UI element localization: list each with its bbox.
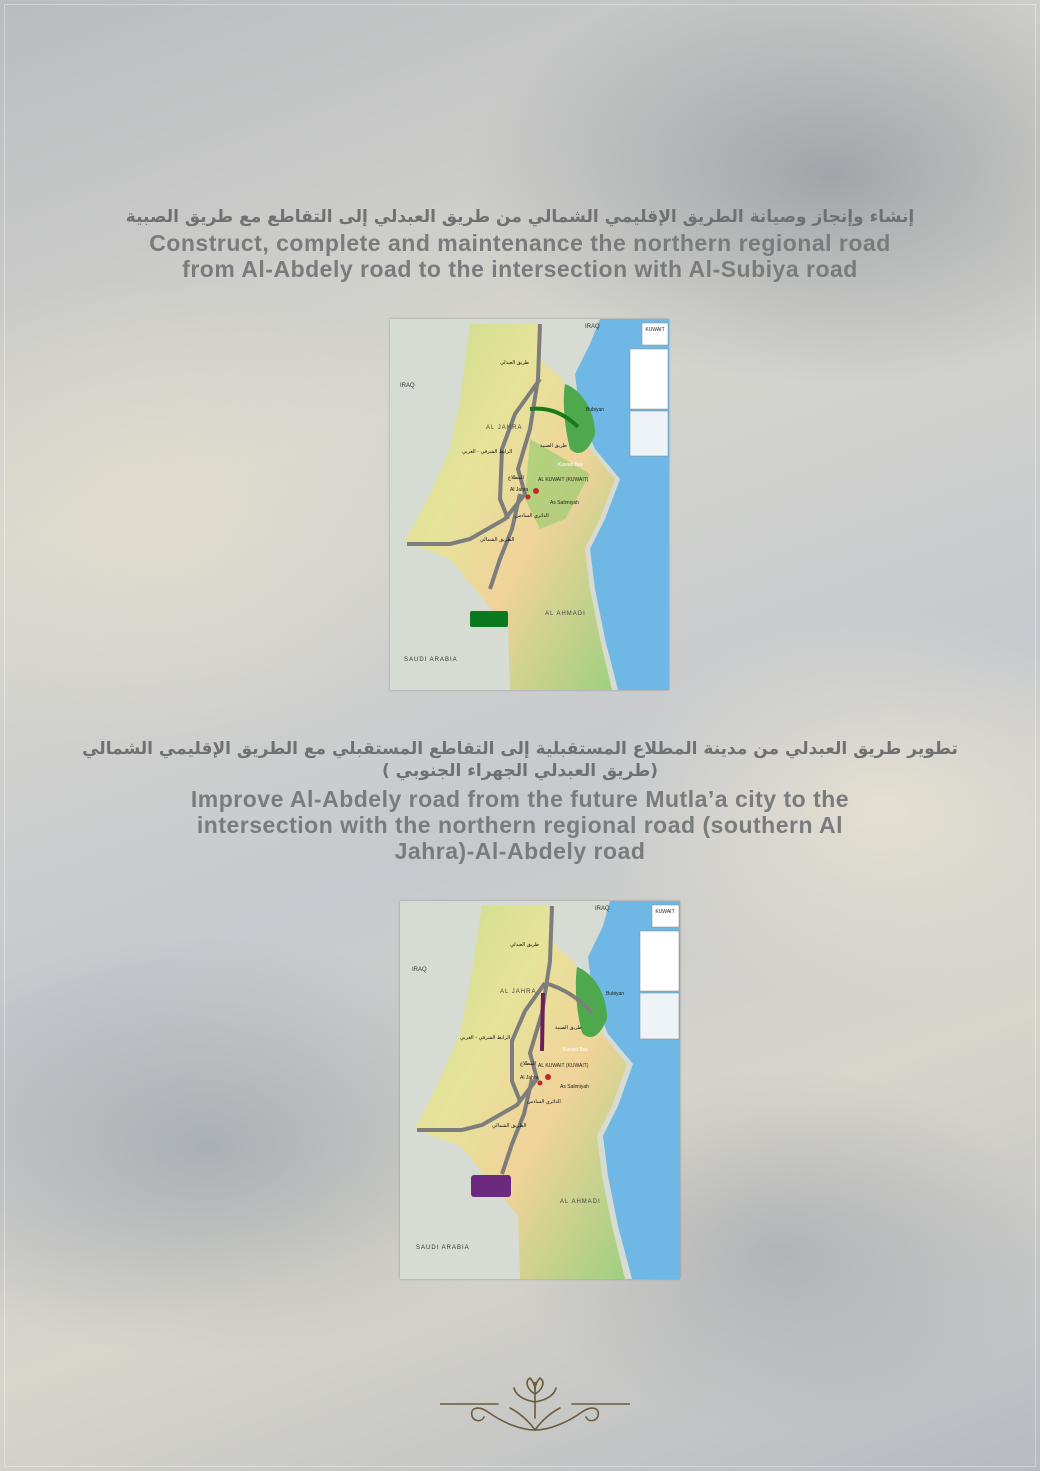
label-road-subiya: طريق الصبية: [540, 443, 567, 449]
label-bubiyan: Bubiyan: [586, 407, 605, 413]
map-northern-regional-road: [390, 319, 669, 690]
label-kuwait-city: AL KUWAIT (KUWAIT): [538, 1063, 589, 1069]
legend-box: [640, 931, 679, 991]
section2-heading: [0, 738, 1040, 864]
label-road-mutla: المطلاع: [508, 475, 524, 481]
inset-title: KUWAIT: [655, 909, 675, 915]
section2-arabic-title-line1: تطوير طريق العبدلي من مدينة المطلاع المستقبلية إلى التقاطع المستقبلي مع الطريق الإقليمي الشمالي: [82, 739, 958, 759]
label-iraq-top: IRAQ: [585, 324, 600, 330]
legend-box: [630, 349, 668, 409]
section1-english-line1: Construct, complete and maintenance the northern regional road: [149, 230, 891, 256]
legend-swatch-purple: [471, 1175, 511, 1197]
label-road-east-west: الرابط الشرقي - الغربي: [460, 1035, 511, 1041]
label-iraq-top: IRAQ: [595, 906, 610, 912]
section2-english-line3: Jahra)-Al-Abdely road: [394, 838, 646, 864]
label-road-abdali: طريق العبدلي: [510, 942, 540, 948]
label-saudi-arabia: SAUDI ARABIA: [404, 657, 458, 663]
highlighted-road-purple: [542, 993, 543, 1051]
inset-map: [630, 411, 668, 456]
label-iraq-west: IRAQ: [412, 967, 427, 973]
label-road-ring: الدائري السادس: [527, 1099, 561, 1105]
section1-heading: [0, 206, 1040, 282]
label-as-salimiyah: As Salimiyah: [560, 1084, 589, 1090]
label-al-jahra-city: Al Jahra: [510, 487, 529, 493]
label-road-southern: الطريق الشمالي: [492, 1123, 527, 1129]
label-al-ahmadi: AL AHMADI: [560, 1199, 601, 1205]
label-al-jahra-region: AL JAHRA: [500, 989, 537, 995]
decorative-ornament-icon: [440, 1372, 630, 1442]
label-kuwait-bay: Kuwait Bay: [558, 462, 584, 468]
label-road-ring: الدائري السادس: [515, 513, 549, 519]
label-bubiyan: Bubiyan: [606, 991, 625, 997]
inset-title: KUWAIT: [645, 327, 665, 333]
label-kuwait-city: AL KUWAIT (KUWAIT): [538, 477, 589, 483]
label-iraq-west: IRAQ: [400, 383, 415, 389]
inset-map: [640, 993, 679, 1039]
label-road-east-west: الرابط الشرقي - الغربي: [462, 449, 513, 455]
section2-arabic-title-line2: (طريق العبدلي الجهراء الجنوبي ): [381, 761, 659, 781]
label-road-mutla: المطلاع: [520, 1061, 536, 1067]
section1-arabic-title: إنشاء وإنجاز وصيانة الطريق الإقليمي الشمالي من طريق العبدلي إلى التقاطع مع طريق الصبية: [125, 207, 915, 227]
label-as-salimiyah: As Salimiyah: [550, 500, 579, 506]
kuwait-city-marker: [545, 1074, 551, 1080]
label-road-abdali: طريق العبدلي: [500, 360, 530, 366]
map-abdely-road: [400, 901, 680, 1279]
section2-english-line1: Improve Al-Abdely road from the future Mutla’a city to the: [190, 786, 850, 812]
section1-english-line2: from Al-Abdely road to the intersection with Al-Subiya road: [182, 256, 858, 282]
label-road-subiya: طريق الصبية: [555, 1025, 582, 1031]
legend-swatch-green: [470, 611, 508, 627]
label-al-ahmadi: AL AHMADI: [545, 611, 586, 617]
section2-english-line2: intersection with the northern regional road (southern Al: [196, 812, 844, 838]
label-al-jahra-region: AL JAHRA: [486, 425, 523, 431]
label-road-southern: الطريق الشمالي: [480, 537, 515, 543]
label-saudi-arabia: SAUDI ARABIA: [416, 1245, 470, 1251]
label-al-jahra-city: Al Jahra: [520, 1075, 539, 1081]
kuwait-city-marker: [533, 488, 539, 494]
label-kuwait-bay: Kuwait Bay: [563, 1047, 589, 1053]
